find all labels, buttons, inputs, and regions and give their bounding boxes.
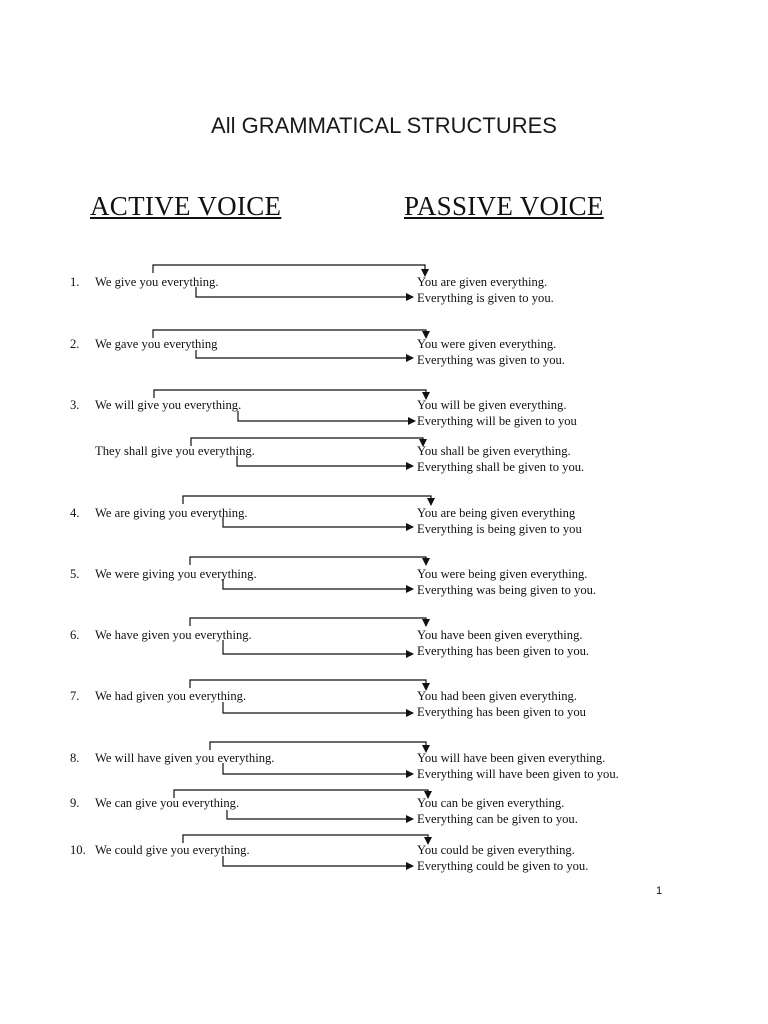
bracket-arrow [238,411,415,421]
active-voice-heading: ACTIVE VOICE [90,191,282,221]
passive-sentence-1: You were given everything. [417,337,557,351]
active-sentence: We will have given you everything. [95,751,275,765]
passive-sentence-2: Everything will have been given to you. [417,767,619,781]
row-number: 4. [70,506,80,520]
passive-sentence-2: Everything can be given to you. [417,812,578,826]
row-number: 5. [70,567,80,581]
bracket-arrow [223,702,413,713]
passive-sentence-1: You are given everything. [417,275,548,289]
active-sentence: We can give you everything. [95,796,240,810]
passive-sentence-1: You could be given everything. [417,843,575,857]
passive-sentence-1: You had been given everything. [417,689,577,703]
active-sentence: We give you everything. [95,275,219,289]
bracket-arrow [223,517,413,527]
active-sentence: We are giving you everything. [95,506,248,520]
bracket-arrow [237,456,413,466]
passive-sentence-2: Everything has been given to you [417,705,586,719]
active-sentence: We could give you everything. [95,843,250,857]
passive-sentence-1: You have been given everything. [417,628,583,642]
passive-sentence-2: Everything is being given to you [417,522,582,536]
passive-sentence-1: You shall be given everything. [417,444,571,458]
row-number: 10. [70,843,86,857]
row-number: 1. [70,275,80,289]
passive-sentence-2: Everything shall be given to you. [417,460,585,474]
bracket-arrow [196,350,413,358]
passive-sentence-1: You are being given everything [417,506,576,520]
passive-sentence-2: Everything could be given to you. [417,859,589,873]
row-number: 8. [70,751,80,765]
active-sentence: We gave you everything [95,337,218,351]
active-sentence: We were giving you everything. [95,567,257,581]
active-sentence: They shall give you everything. [95,444,255,458]
passive-sentence-2: Everything has been given to you. [417,644,590,658]
bracket-arrow [223,856,413,866]
passive-sentence-2: Everything was given to you. [417,353,565,367]
bracket-arrow [190,618,426,626]
passive-sentence-1: You will be given everything. [417,398,567,412]
passive-sentence-1: You can be given everything. [417,796,565,810]
row-number: 3. [70,398,80,412]
page-number: 1 [656,885,663,897]
passive-voice-heading: PASSIVE VOICE [404,191,604,221]
passive-sentence-2: Everything is given to you. [417,291,554,305]
bracket-arrow [227,810,413,819]
bracket-arrow [196,287,413,297]
bracket-arrow [190,557,426,565]
row-number: 2. [70,337,80,351]
row-number: 6. [70,628,80,642]
passive-sentence-2: Everything was being given to you. [417,583,597,597]
row-number: 9. [70,796,80,810]
active-sentence: We have given you everything. [95,628,252,642]
row-number: 7. [70,689,80,703]
active-sentence: We will give you everything. [95,398,242,412]
passive-sentence-1: You will have been given everything. [417,751,606,765]
active-sentence: We had given you everything. [95,689,247,703]
passive-sentence-2: Everything will be given to you [417,414,577,428]
page-title: All GRAMMATICAL STRUCTURES [211,113,557,138]
passive-sentence-1: You were being given everything. [417,567,588,581]
bracket-arrow [183,496,431,505]
